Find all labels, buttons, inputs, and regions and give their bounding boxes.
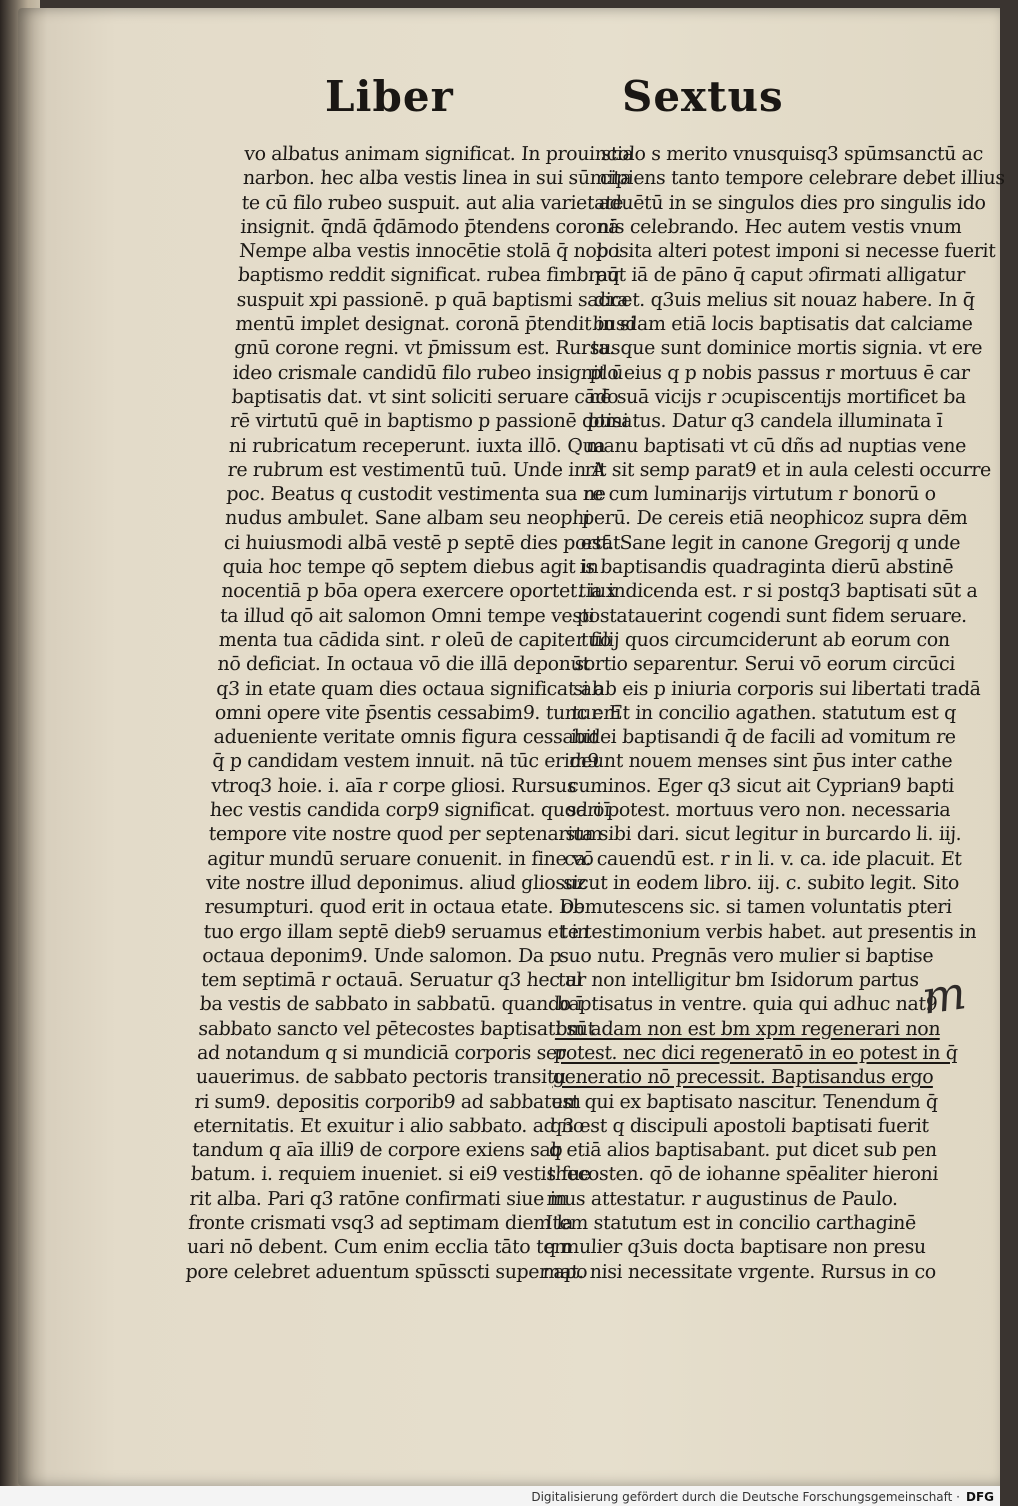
text-line: q mulier q3uis docta baptisare non presu: [543, 1236, 927, 1259]
header-left: Liber: [325, 72, 454, 121]
text-line: batum. i. requiem inueniet. si ei9 vestis fue: [190, 1163, 592, 1186]
text-line: posita alteri potest imponi si necesse fuerit: [595, 240, 996, 263]
text-line: sari potest. mortuus vero non. necessaria: [566, 799, 951, 822]
text-line: ptisatus. Datur q3 candela illuminata ī: [586, 410, 944, 433]
text-line: suspuit xpi passionē. p quā baptismi sacra: [236, 288, 629, 311]
text-line: q3 est q discipuli apostoli baptisati fuerit: [549, 1114, 930, 1137]
text-line: rit alba. Pari q3 ratōne confirmati siue in: [188, 1187, 568, 1210]
text-line: vite nostre illud deponimus. aliud gliosuz: [205, 871, 587, 894]
text-line: iudei baptisandi q̄ de facili ad vomitum re: [570, 726, 957, 749]
text-line: q̄ p candidam vestem innuit. nā tūc erim9: [211, 750, 600, 773]
text-line: perū. De cereis etiā neophicoz supra dēm: [581, 507, 969, 530]
text-line: omni opere vite p̄sentis cessabim9. tunc enī: [214, 701, 622, 724]
text-line: tem septimā r octauā. Seruatur q3 hec al: [200, 969, 583, 992]
text-line: vtroq3 hoie. i. aīa r corpe gliosi. Rursus: [210, 774, 577, 797]
text-line: ideo crismale candidū filo rubeo insignit ū: [232, 361, 624, 384]
text-line: tandum q aīa illi9 de corpore exiens sab: [191, 1139, 563, 1162]
text-line: generatio nō precessit. Baptisandus ergo: [552, 1066, 934, 1089]
text-line: tur non intelligitur bm Isidorum partus: [557, 969, 920, 992]
text-line: deunt nouem menses sint p̄us inter cathe: [568, 750, 953, 773]
text-line: sta sibi dari. sicut legitur in burcardo li. iij.: [565, 823, 962, 846]
handwritten-margin-note: m: [918, 965, 970, 1025]
text-line: octaua deponim9. Unde salomon. Da p: [201, 944, 562, 967]
text-line: Item statutum est in concilio carthaginē: [544, 1212, 917, 1235]
text-line: manu baptisati vt cū dñs ad nuptias vene: [585, 434, 967, 457]
header-right: Sextus: [622, 72, 784, 121]
text-line: quia hoc tempe qō septem diebus agit in: [222, 556, 600, 579]
text-line: stolo s merito vnusquisq3 spūmsanctū ac: [600, 143, 984, 165]
text-line: baptisatis dat. vt sint soliciti seruare cādo: [230, 385, 619, 408]
text-line: thecosten. qō de iohanne spēaliter hieroni: [547, 1163, 939, 1186]
text-line: dicet. q3uis melius sit nouaz habere. In q̄: [593, 288, 976, 311]
text-line: ci huiusmodi albā vestē p septē dies portāt: [223, 531, 621, 554]
text-line: baptismo reddit significat. rubea fimbraq̄: [237, 264, 621, 287]
text-line: ta illud qō ait salomon Omni tempe vesti: [219, 604, 596, 627]
text-line: tia indicenda est. r si postq3 baptisati sūt a: [577, 580, 978, 603]
text-line: te testimonium verbis habet. aut presentis in: [559, 920, 977, 943]
dfg-logo: DFG: [965, 1490, 994, 1504]
text-line: is baptisandis quadraginta dierū abstinē: [579, 556, 954, 579]
text-line: q3 in etate quam dies octaua significat ab: [215, 677, 605, 700]
text-line: suo nutu. Pregnās vero mulier si baptise: [558, 944, 934, 967]
text-line: tur. Et in concilio agathen. statutum est q: [571, 701, 957, 724]
text-line: ca. cauendū est. r in li. v. ca. ide placuit. Et: [563, 847, 963, 870]
text-line: nocentiā p bōa opera exercere oportet. iux: [220, 580, 617, 603]
text-line: re cum luminarijs virtutum r bonorū o: [582, 483, 937, 506]
running-header: [0, 72, 1000, 132]
text-line: ri sum9. depositis corporib9 ad sabbatum: [194, 1090, 582, 1113]
text-line: est qui ex baptisato nascitur. Tenendum q̄: [551, 1090, 939, 1113]
footer-credit: Digitalisierung gefördert durch die Deutsche Forschungsgemeinschaft ·: [531, 1490, 960, 1504]
text-line: mat. nisi necessitate vrgente. Rursus in co: [542, 1260, 937, 1283]
text-line: agitur mundū seruare conuenit. in fine vō: [206, 847, 595, 870]
text-line: nudus ambulet. Sane albam seu neophi: [224, 507, 591, 530]
text-line: bm adam non est bm xpm regenerari non: [554, 1017, 941, 1040]
text-line: sabbato sancto vel pētecostes baptisati sūt: [197, 1017, 596, 1040]
text-line: tuo ergo illam septē dieb9 seruamus et in: [202, 920, 590, 943]
text-line: pore celebret aduentum spūsscti super apo: [185, 1260, 588, 1283]
text-line: insignit. q̄ndā q̄dāmodo p̄tendens coronā: [239, 215, 620, 238]
text-line: plo eius q p nobis passus r mortuus ē car: [589, 361, 971, 384]
right-text-column: [542, 142, 1006, 1284]
text-line: r filij quos circumciderunt ab eorum con: [575, 628, 951, 651]
text-line: ta. que sunt dominice mortis signia. vt ere: [590, 337, 983, 360]
footer-bar: [0, 1486, 1000, 1506]
text-line: adueniente veritate omnis figura cessabit: [213, 726, 599, 749]
text-line: q etiā alios baptisabant. put dicet sub pen: [548, 1139, 938, 1162]
text-line: mus attestatur. r augustinus de Paulo.: [545, 1187, 899, 1210]
text-line: obmutescens sic. si tamen voluntatis pteri: [561, 896, 953, 919]
text-line: est. Sane legit in canone Gregorij q unde: [580, 531, 961, 554]
text-line: fronte crismati vsq3 ad septimam diem la: [187, 1212, 574, 1235]
text-line: re rubrum est vestimentū tuū. Unde in A: [227, 458, 606, 481]
text-line: gnū corone regni. vt p̄missum est. Rursus: [233, 337, 621, 360]
text-line: cipiens tanto tempore celebrare debet illius: [599, 167, 1006, 190]
text-line: aduētū in se singulos dies pro singulis ido: [598, 191, 987, 214]
text-line: sicut in eodem libro. iij. c. subito legit. Sito: [562, 871, 960, 894]
text-line: ba vestis de sabbato in sabbatū. quando ī: [199, 993, 583, 1016]
text-line: eternitatis. Et exuitur i alio sabbato. ad no: [192, 1114, 585, 1137]
text-line: cuminos. Eger q3 sicut ait Cyprian9 bapti: [567, 774, 955, 797]
text-line: nō deficiat. In octaua vō die illā deponūt: [216, 653, 591, 676]
text-line: ni rubricatum receperunt. iuxta illō. Qua: [228, 434, 606, 457]
text-line: te cū filo rubeo suspuit. aut alia varietate: [241, 191, 624, 214]
text-line: rit sit semp parat9 et in aula celesti occurre: [584, 458, 992, 481]
text-line: Nempe alba vestis innocētie stolā q̄ nob i: [238, 240, 621, 263]
text-line: menta tua cādida sint. r oleū de capite tuo: [218, 628, 612, 651]
text-line: sortio separentur. Serui vō eorum circūci: [573, 653, 956, 676]
text-line: resumpturi. quod erit in octaua etate. De: [204, 896, 586, 919]
text-line: uauerimus. de sabbato pectoris transitu: [195, 1066, 567, 1089]
text-line: si ab eis p iniuria corporis sui libertati tradā: [572, 677, 982, 700]
text-line: rē virtutū quē in baptismo p passionē domi: [229, 410, 629, 433]
text-line: put iā de pāno q̄ caput ɔfirmati alligatur: [594, 264, 966, 287]
text-line: nis celebrando. Hec autem vestis vnum: [596, 215, 963, 238]
text-line: poc. Beatus q custodit vestimenta sua ne: [225, 483, 607, 506]
text-line: narbon. hec alba vestis linea in sui sūmita: [242, 167, 632, 190]
text-line: busdam etiā locis baptisatis dat calciame: [591, 313, 974, 336]
text-line: nē suā vicijs r ɔcupiscentijs mortificet ba: [587, 385, 967, 408]
text-line: mentū implet designat. coronā p̄tendit in si: [234, 313, 636, 336]
text-line: tempore vite nostre quod per septenarium: [208, 823, 603, 846]
text-line: ad notandum q si mundiciā corporis ser: [196, 1041, 567, 1064]
text-line: hec vestis candida corp9 significat. quod oī: [209, 799, 611, 822]
text-line: postatauerint cogendi sunt fidem seruare.: [576, 604, 968, 627]
left-text-column: [185, 142, 636, 1284]
text-line: uari nō debent. Cum enim ecclia tāto tem: [186, 1236, 573, 1259]
text-line: baptisatus in ventre. quia qui adhuc nat9: [556, 993, 938, 1016]
text-line: potest. nec dici regeneratō in eo potest in q̄: [553, 1041, 959, 1064]
text-line: vo albatus animam significat. In prouincia: [243, 143, 635, 165]
